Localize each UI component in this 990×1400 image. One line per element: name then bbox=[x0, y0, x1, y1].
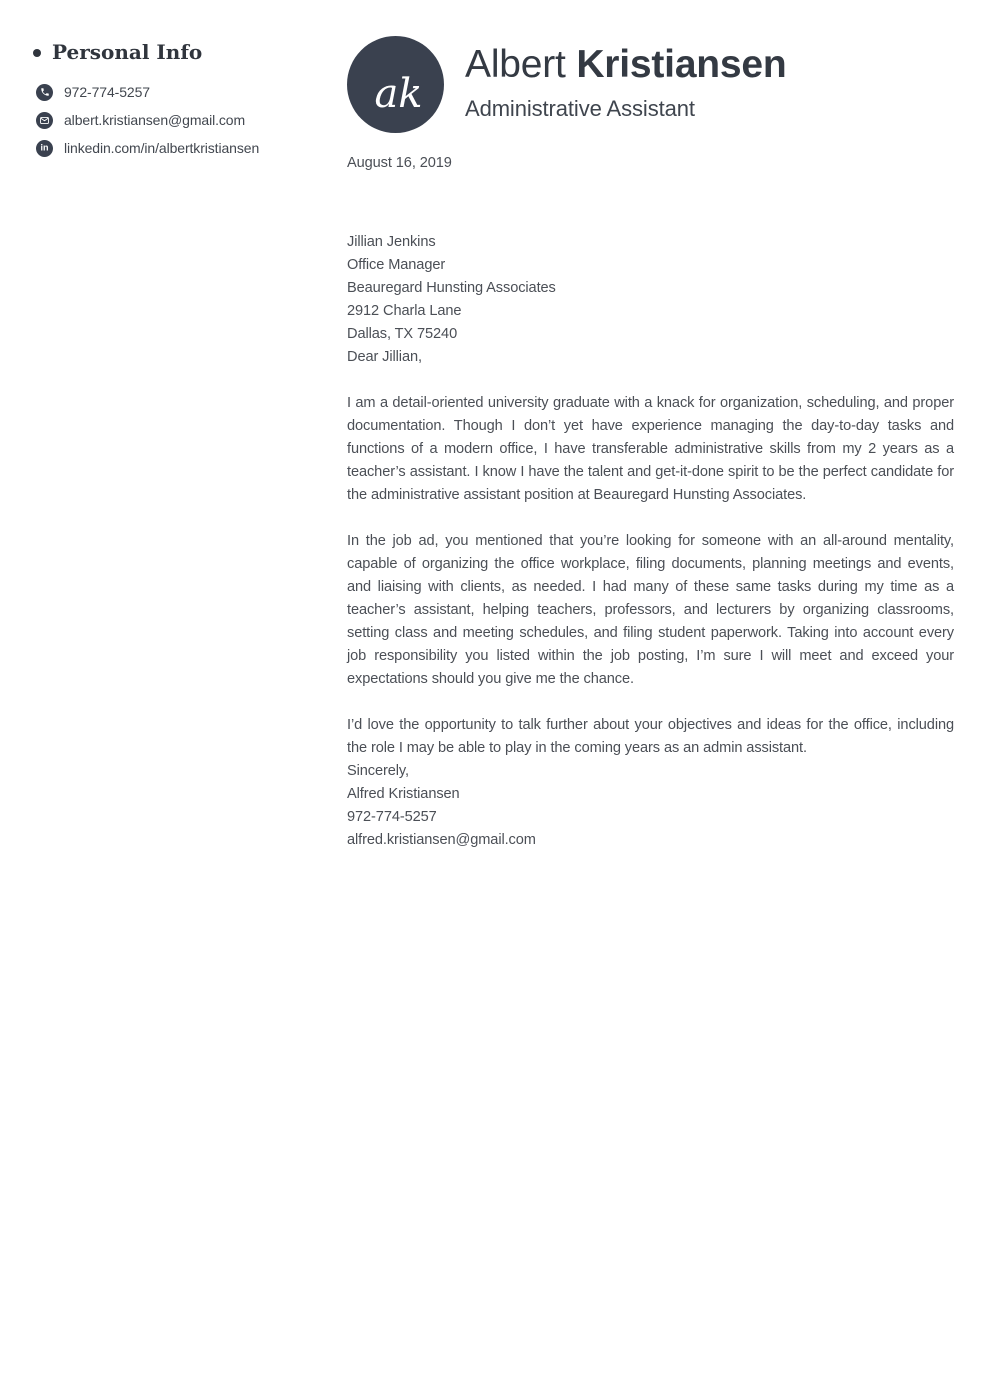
last-name: Kristiansen bbox=[576, 43, 787, 86]
paragraph-1: I am a detail-oriented university graduate with a knack for organization, scheduling, and proper documentation. Though I don’t yet have experience managing the day-to-day tasks and functions of a modern office, I have transferable administrative skills from my 2 years as a teacher’s assistant. I know I have the talent and get-it-done spirit to be the perfect candidate for the administrative assistant position at Beauregard Hunsting Associates. bbox=[347, 395, 954, 503]
phone-number: 972-774-5257 bbox=[64, 84, 150, 100]
personal-info-heading bbox=[33, 40, 328, 65]
contact-list bbox=[36, 78, 328, 162]
recipient-name: Jillian Jenkins bbox=[347, 234, 436, 250]
recipient-role: Office Manager bbox=[347, 257, 446, 273]
email-icon bbox=[36, 112, 53, 129]
header bbox=[465, 42, 787, 122]
signature-name: Alfred Kristiansen bbox=[347, 786, 460, 802]
recipient-street: 2912 Charla Lane bbox=[347, 303, 462, 319]
letter-body bbox=[347, 152, 954, 852]
contact-row-email bbox=[36, 106, 328, 134]
job-title: Administrative Assistant bbox=[465, 96, 695, 121]
contact-row-phone bbox=[36, 78, 328, 106]
paragraph-2: In the job ad, you mentioned that you’re looking for someone with an all-around mentality, capable of organizing the office workplace, filing documents, planning meetings and events, and liaising with clients, as needed. I had many of these same tasks during my time as a teacher’s assistant, helping teachers, professors, and lecturers by organizing classrooms, setting class and meeting schedules, and filing student paperwork. Taking into account every job responsibility you listed within the job posting, I’m sure I will meet and exceed your expectations should you give me the chance. bbox=[347, 533, 954, 687]
salutation: Dear Jillian, bbox=[347, 349, 422, 365]
signature-email: alfred.kristiansen@gmail.com bbox=[347, 832, 536, 848]
sidebar bbox=[33, 40, 328, 162]
recipient-city: Dallas, TX 75240 bbox=[347, 326, 458, 342]
page-title bbox=[465, 42, 787, 88]
personal-info-heading-label: Personal Info bbox=[52, 40, 203, 64]
avatar-monogram: ak bbox=[374, 70, 423, 117]
email-address: albert.kristiansen@gmail.com bbox=[64, 112, 246, 128]
recipient-company: Beauregard Hunsting Associates bbox=[347, 280, 556, 296]
first-name: Albert bbox=[465, 43, 566, 86]
letter-date: August 16, 2019 bbox=[347, 155, 452, 171]
phone-icon bbox=[36, 84, 53, 101]
signature-phone: 972-774-5257 bbox=[347, 809, 437, 825]
bullet-icon bbox=[33, 49, 41, 57]
paragraph-3: I’d love the opportunity to talk further about your objectives and ideas for the office, including the role I may be able to play in the coming years as an admin assistant. bbox=[347, 717, 954, 756]
recipient-block bbox=[347, 231, 954, 346]
linkedin-url: linkedin.com/in/albertkristiansen bbox=[64, 140, 260, 156]
linkedin-icon: in bbox=[36, 140, 53, 157]
avatar bbox=[347, 36, 444, 133]
contact-row-linkedin bbox=[36, 134, 328, 162]
closing: Sincerely, bbox=[347, 763, 409, 779]
